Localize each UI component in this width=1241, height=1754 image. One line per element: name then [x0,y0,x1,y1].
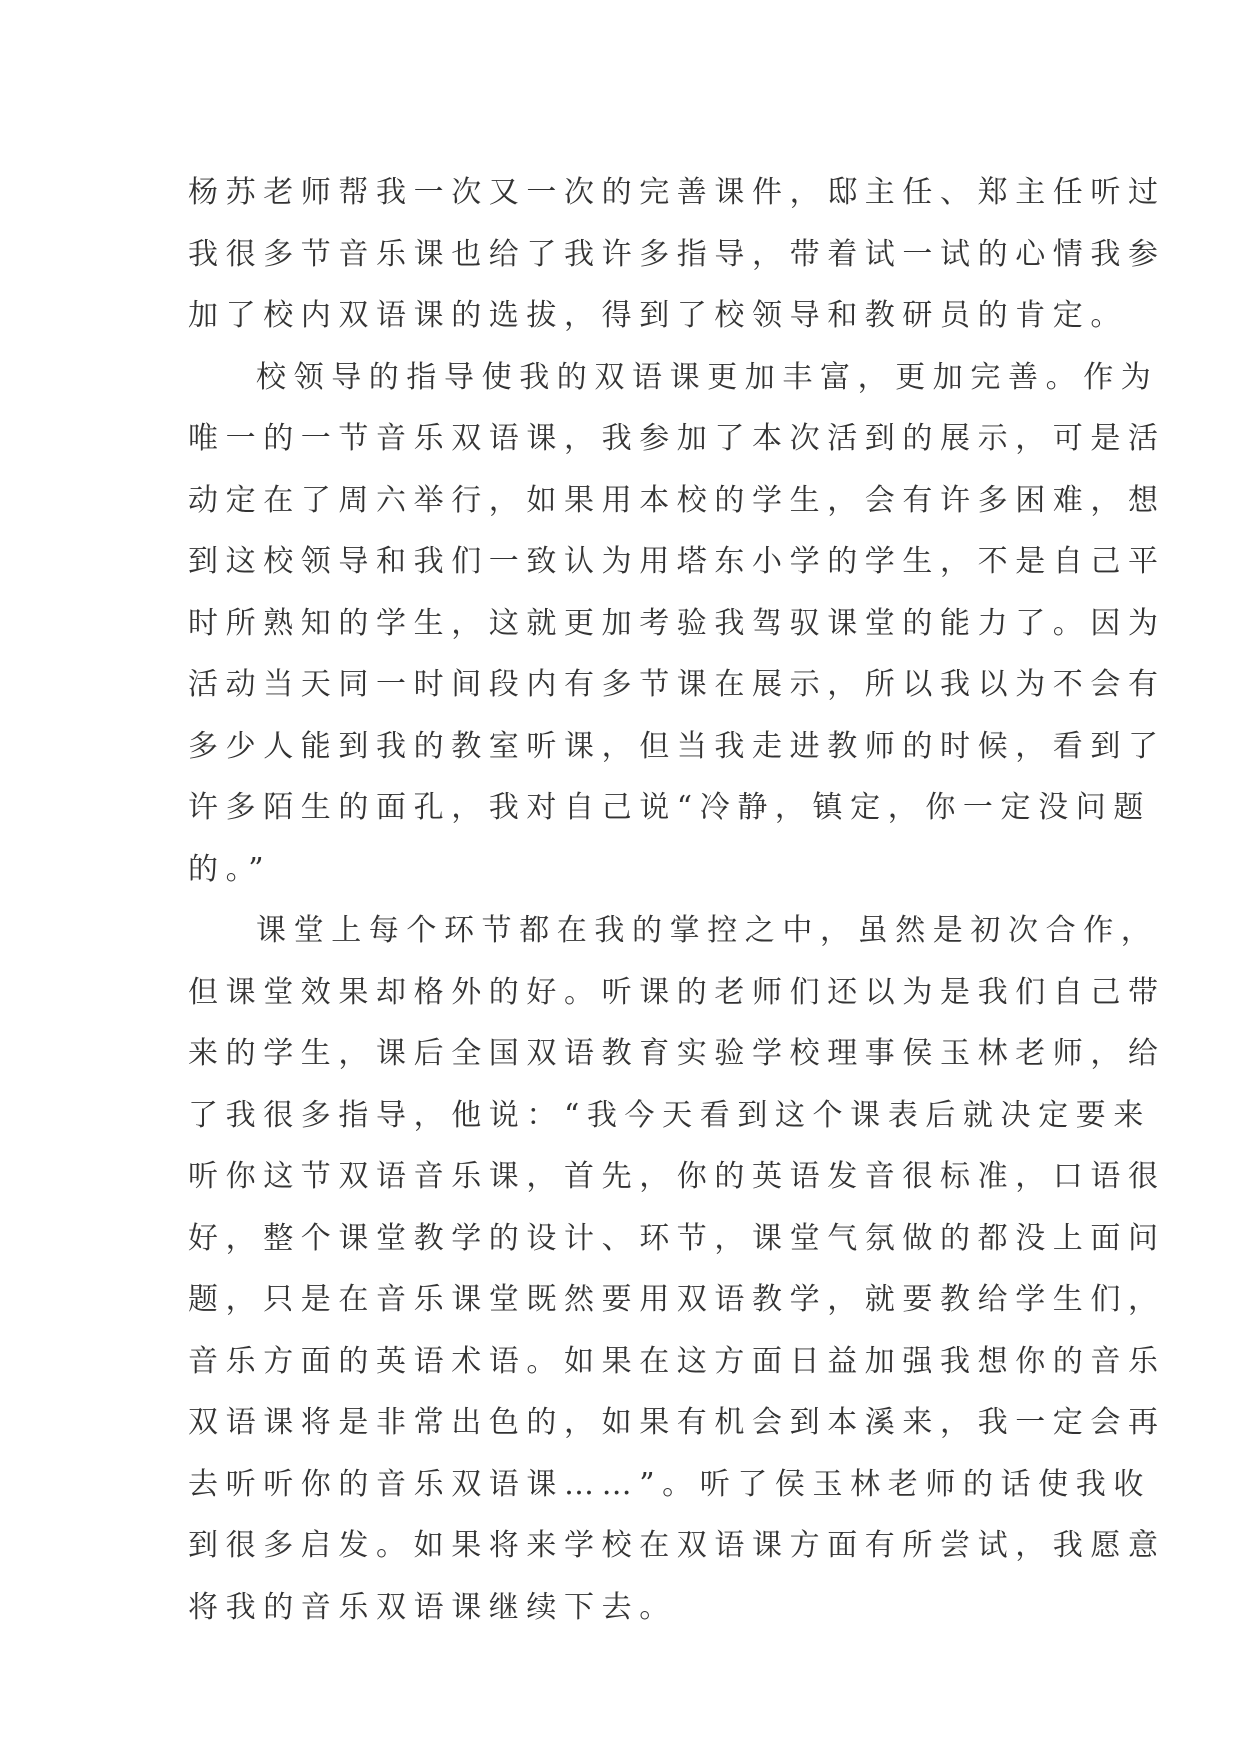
text-line: 音乐方面的英语术语。如果在这方面日益加强我想你的音乐 [188,1343,1166,1379]
text-line: 来的学生，课后全国双语教育实验学校理事侯玉林老师，给 [188,1036,1166,1071]
text-line: 的。” [188,851,272,887]
text-line: 动定在了周六举行，如果用本校的学生，会有许多困难，想 [188,482,1166,518]
text-line: 好，整个课堂教学的设计、环节，课堂气氛做的都没上面问 [188,1220,1166,1256]
paragraph-2 [188,347,1166,901]
text-line: 杨苏老师帮我一次又一次的完善课件，邸主任、郑主任听过 [188,175,1166,210]
paragraph-3 [188,900,1166,1638]
text-line: 到很多启发。如果将来学校在双语课方面有所尝试，我愿意 [188,1528,1166,1563]
text-line: 了我很多指导，他说：“我今天看到这个课表后就决定要来 [188,1097,1151,1133]
text-line: 加了校内双语课的选拔，得到了校领导和教研员的肯定。 [188,298,1128,333]
text-line: 但课堂效果却格外的好。听课的老师们还以为是我们自己带 [188,974,1166,1010]
text-line: 校领导的指导使我的双语课更加丰富，更加完善。作为 [256,359,1159,395]
text-line: 听你这节双语音乐课，首先，你的英语发音很标准，口语很 [188,1159,1166,1194]
text-line: 课堂上每个环节都在我的掌控之中，虽然是初次合作， [256,913,1159,948]
text-line: 到这校领导和我们一致认为用塔东小学的学生，不是自己平 [188,544,1166,579]
text-line: 许多陌生的面孔，我对自己说“冷静，镇定，你一定没问题 [188,790,1151,825]
paragraph-1 [188,162,1166,347]
text-line: 去听听你的音乐双语课……”。听了侯玉林老师的话使我收 [188,1466,1151,1502]
text-line: 多少人能到我的教室听课，但当我走进教师的时候，看到了 [188,728,1166,764]
text-line: 双语课将是非常出色的，如果有机会到本溪来，我一定会再 [188,1405,1166,1440]
text-line: 题，只是在音乐课堂既然要用双语教学，就要教给学生们， [188,1282,1166,1317]
text-line: 将我的音乐双语课继续下去。 [188,1589,677,1625]
text-line: 我很多节音乐课也给了我许多指导，带着试一试的心情我参 [188,236,1166,272]
text-line: 唯一的一节音乐双语课，我参加了本次活到的展示，可是活 [188,421,1166,456]
document-body [188,162,1166,1638]
text-line: 时所熟知的学生，这就更加考验我驾驭课堂的能力了。因为 [188,605,1166,641]
text-line: 活动当天同一时间段内有多节课在展示，所以我以为不会有 [188,667,1166,702]
